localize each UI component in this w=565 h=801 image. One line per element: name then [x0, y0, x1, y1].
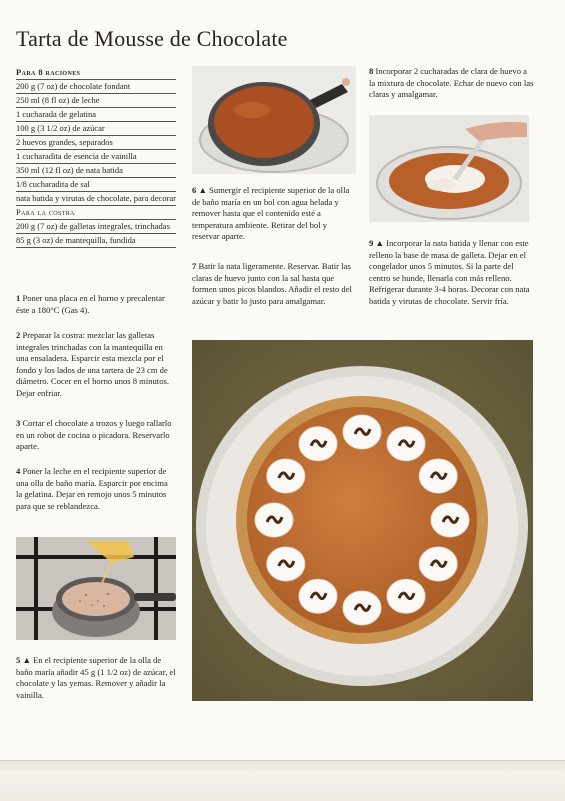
bowl-mixing-illustration — [369, 115, 529, 222]
step-number: 8 — [369, 66, 374, 76]
crust-item: 200 g (7 oz) de galletas integrales, trinchadas — [16, 220, 176, 234]
step-number: 5 ▲ — [16, 655, 31, 665]
step-4 — [16, 466, 176, 512]
step-text: Cortar el chocolate a trozos y luego rallarlo en un robot de cocina o picadora. Reservarlo aparte. — [16, 418, 172, 452]
photo-milk-on-stove — [16, 537, 176, 640]
ingredient-item: nata batida y virutas de chocolate, para decorar — [16, 192, 176, 206]
photo-finished-tart — [192, 340, 533, 701]
ingredient-item: 200 g (7 oz) de chocolate fondant — [16, 80, 176, 94]
step-text: Batir la nata ligeramente. Reservar. Batir las claras de huevo junto con la sal hasta que formen unos picos blandos. Añadir el resto del azúcar y batir lo justo para amalgamar. — [192, 261, 352, 306]
step-text: Incorporar la nata batida y llenar con este relleno la base de masa de galleta. Dejar en el congelador unos 5 minutos. Si la parte del centro se hunde, llenarla con más relleno. Refrigerar durante 3-4 horas. Decorar con nata batida y virutas de chocolate. Servir fría. — [369, 238, 530, 306]
photo-pan-in-bowl — [192, 66, 356, 174]
stove-pan-illustration — [16, 537, 176, 640]
step-number: 1 — [16, 293, 21, 303]
step-6 — [192, 185, 356, 243]
photo-folding-mixture — [369, 115, 529, 222]
step-2 — [16, 330, 176, 400]
servings-header: Para 8 raciones — [16, 66, 176, 80]
ingredient-item: 1/8 cucharadita de sal — [16, 178, 176, 192]
recipe-title: Tarta de Mousse de Chocolate — [16, 26, 288, 51]
step-text: Preparar la costra: mezclar las galletas integrales trinchadas con la mantequilla en una ensaladera. Esparcir esta mezcla por el fondo y los lados de una tartera de 23 cm de diámetro. Cocer en el horno unos 8 minutos. Dejar enfriar. — [16, 330, 169, 398]
step-number: 7 — [192, 261, 197, 271]
ingredient-item: 250 ml (8 fl oz) de leche — [16, 94, 176, 108]
step-number: 4 — [16, 466, 21, 476]
ingredient-item: 350 ml (12 fl oz) de nata batida — [16, 164, 176, 178]
ingredient-item: 1 cucharadita de esencia de vainilla — [16, 150, 176, 164]
step-3 — [16, 418, 176, 453]
step-text: Poner la leche en el recipiente superior de una olla de baño maría. Esparcir por encima la gelatina. Dejar en remojo unos 5 minutos para que se reblandezca. — [16, 466, 168, 511]
step-number: 9 ▲ — [369, 238, 384, 248]
finished-tart-illustration — [192, 340, 533, 701]
pan-bowl-illustration — [192, 66, 356, 174]
step-5 — [16, 655, 176, 701]
page-bottom-edge — [0, 760, 565, 801]
crust-item: 85 g (3 oz) de mantequilla, fundida — [16, 234, 176, 248]
step-text: Poner una placa en el horno y precalentar éste a 180°C (Gas 4). — [16, 293, 165, 315]
ingredients-table — [16, 66, 176, 248]
step-7 — [192, 261, 356, 307]
step-9 — [369, 238, 534, 308]
ingredient-item: 100 g (3 1/2 oz) de azúcar — [16, 122, 176, 136]
ingredient-item: 2 huevos grandes, separados — [16, 136, 176, 150]
step-1 — [16, 293, 176, 316]
step-number: 3 — [16, 418, 21, 428]
step-8 — [369, 66, 534, 101]
step-text: Sumergir el recipiente superior de la olla de baño maría en un bol con agua helada y remover hasta que el contenido esté a temperatura ambiente. Retirar del bol y reservar aparte. — [192, 185, 350, 242]
step-text: En el recipiente superior de la olla de baño maría añadir 45 g (1 1/2 oz) de azúcar, el chocolate y las yemas. Remover y añadir la vainilla. — [16, 655, 176, 700]
crust-header: Para la costra — [16, 206, 176, 220]
step-number: 6 ▲ — [192, 185, 207, 195]
step-text: Incorporar 2 cucharadas de clara de huevo a la mixtura de chocolate. Echar de nuevo con las claras y amalgamar. — [369, 66, 534, 100]
step-number: 2 — [16, 330, 21, 340]
ingredient-item: 1 cucharada de gelatina — [16, 108, 176, 122]
